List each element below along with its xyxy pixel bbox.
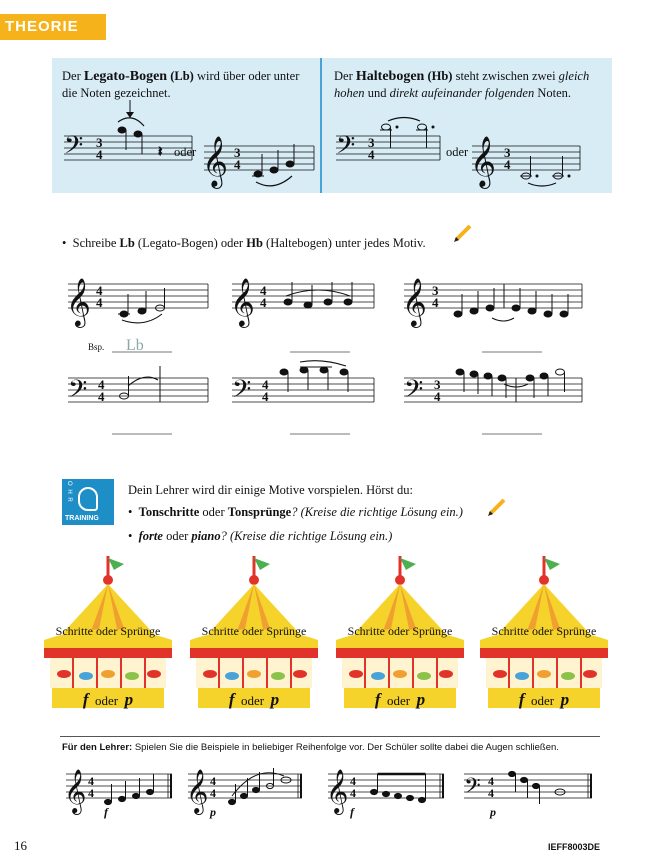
teacher-divider bbox=[60, 736, 600, 737]
svg-text:4: 4 bbox=[260, 283, 267, 298]
example-answer: Lb bbox=[126, 337, 144, 354]
svg-text:𝄞: 𝄞 bbox=[202, 137, 229, 186]
svg-text:𝄞: 𝄞 bbox=[470, 137, 497, 186]
ear-icon bbox=[78, 487, 98, 511]
svg-text:f: f bbox=[104, 805, 108, 819]
svg-text:𝄢: 𝄢 bbox=[232, 376, 252, 409]
carousel-dynamics: f oder p bbox=[374, 690, 426, 709]
pencil-icon-2 bbox=[486, 496, 508, 518]
svg-text:𝄢: 𝄢 bbox=[64, 132, 84, 165]
svg-text:𝄢: 𝄢 bbox=[68, 376, 88, 409]
question-1: • Tonschritte oder Tonsprünge? (Kreise die richtige Lösung ein.) bbox=[128, 505, 463, 519]
carousel-question: Schritte oder Sprünge bbox=[201, 624, 307, 638]
svg-text:p: p bbox=[210, 805, 216, 819]
carousel-dynamics: f oder p bbox=[228, 690, 280, 709]
carousel-dynamics: f oder p bbox=[518, 690, 570, 709]
svg-text:4: 4 bbox=[98, 389, 105, 404]
section-tab bbox=[0, 14, 106, 40]
svg-text:𝄞: 𝄞 bbox=[186, 771, 209, 813]
svg-text:3: 3 bbox=[434, 377, 441, 392]
svg-text:f: f bbox=[350, 805, 354, 819]
example-label: Bsp. bbox=[88, 342, 105, 352]
exercise-staves bbox=[60, 262, 590, 442]
legato-definition: Der Legato-Bogen (Lb) wird über oder unter die Noten gezeichnet. bbox=[62, 69, 300, 100]
svg-text:4: 4 bbox=[96, 295, 103, 310]
svg-text:4: 4 bbox=[210, 774, 216, 788]
svg-text:4: 4 bbox=[98, 377, 105, 392]
carousel-question: Schritte oder Sprünge bbox=[347, 624, 453, 638]
svg-text:3: 3 bbox=[504, 145, 511, 160]
svg-text:oder: oder bbox=[446, 145, 469, 159]
svg-text:4: 4 bbox=[350, 774, 356, 788]
teacher-staves bbox=[60, 760, 600, 822]
carousel bbox=[188, 552, 320, 718]
svg-text:4: 4 bbox=[504, 157, 511, 172]
carousel bbox=[478, 552, 610, 718]
page-number: 16 bbox=[14, 838, 27, 853]
svg-text:3: 3 bbox=[234, 145, 241, 160]
svg-text:3: 3 bbox=[368, 135, 375, 150]
document-code: IEFF8003DE bbox=[548, 842, 601, 852]
svg-text:3: 3 bbox=[96, 135, 103, 150]
question-2: • forte oder piano? (Kreise die richtige Lösung ein.) bbox=[128, 529, 393, 543]
svg-text:4: 4 bbox=[260, 295, 267, 310]
svg-text:4: 4 bbox=[96, 147, 103, 162]
svg-text:4: 4 bbox=[262, 377, 269, 392]
carousel bbox=[42, 552, 174, 718]
carousel-question: Schritte oder Sprünge bbox=[55, 624, 161, 638]
svg-text:𝄢: 𝄢 bbox=[464, 774, 481, 803]
svg-text:4: 4 bbox=[88, 774, 94, 788]
svg-text:4: 4 bbox=[350, 786, 356, 800]
svg-text:𝄢: 𝄢 bbox=[404, 376, 424, 409]
section-tab-label: THEORIE bbox=[5, 18, 79, 35]
svg-text:4: 4 bbox=[88, 786, 94, 800]
svg-text:4: 4 bbox=[234, 157, 241, 172]
svg-text:4: 4 bbox=[262, 389, 269, 404]
svg-text:𝄞: 𝄞 bbox=[326, 771, 349, 813]
svg-text:4: 4 bbox=[368, 147, 375, 162]
ear-training-badge: O H R TRAINING bbox=[62, 479, 114, 525]
svg-text:4: 4 bbox=[432, 295, 439, 310]
svg-text:𝄞: 𝄞 bbox=[230, 280, 255, 326]
svg-text:4: 4 bbox=[96, 283, 103, 298]
carousel-question: Schritte oder Sprünge bbox=[491, 624, 597, 638]
svg-text:4: 4 bbox=[210, 786, 216, 800]
svg-text:p: p bbox=[490, 805, 496, 819]
intro-notation bbox=[52, 96, 612, 192]
svg-text:4: 4 bbox=[488, 774, 494, 788]
svg-text:𝄢: 𝄢 bbox=[336, 132, 356, 165]
svg-text:𝄞: 𝄞 bbox=[402, 280, 427, 326]
carousel bbox=[334, 552, 466, 718]
ear-training-intro: Dein Lehrer wird dir einige Motive vorspielen. Hörst du: bbox=[128, 483, 413, 497]
svg-text:oder: oder bbox=[174, 145, 197, 159]
svg-text:𝄽: 𝄽 bbox=[158, 145, 163, 160]
pencil-icon bbox=[452, 222, 474, 244]
hold-definition: Der Haltebogen (Hb) steht zwischen zwei gleich hohen und direkt aufeinander folgenden Noten. bbox=[334, 69, 590, 100]
carousel-dynamics: f oder p bbox=[82, 690, 134, 709]
teacher-note: Für den Lehrer: Spielen Sie die Beispiele in beliebiger Reihenfolge vor. Der Schüler sollte dabei die Augen schließen. bbox=[62, 742, 559, 753]
svg-text:4: 4 bbox=[434, 389, 441, 404]
svg-text:𝄞: 𝄞 bbox=[66, 280, 91, 326]
svg-text:3: 3 bbox=[432, 283, 439, 298]
svg-text:𝄞: 𝄞 bbox=[64, 771, 87, 813]
exercise-instruction: • Schreibe Lb (Legato-Bogen) oder Hb (Haltebogen) unter jedes Motiv. bbox=[62, 236, 426, 250]
svg-text:4: 4 bbox=[488, 786, 494, 800]
